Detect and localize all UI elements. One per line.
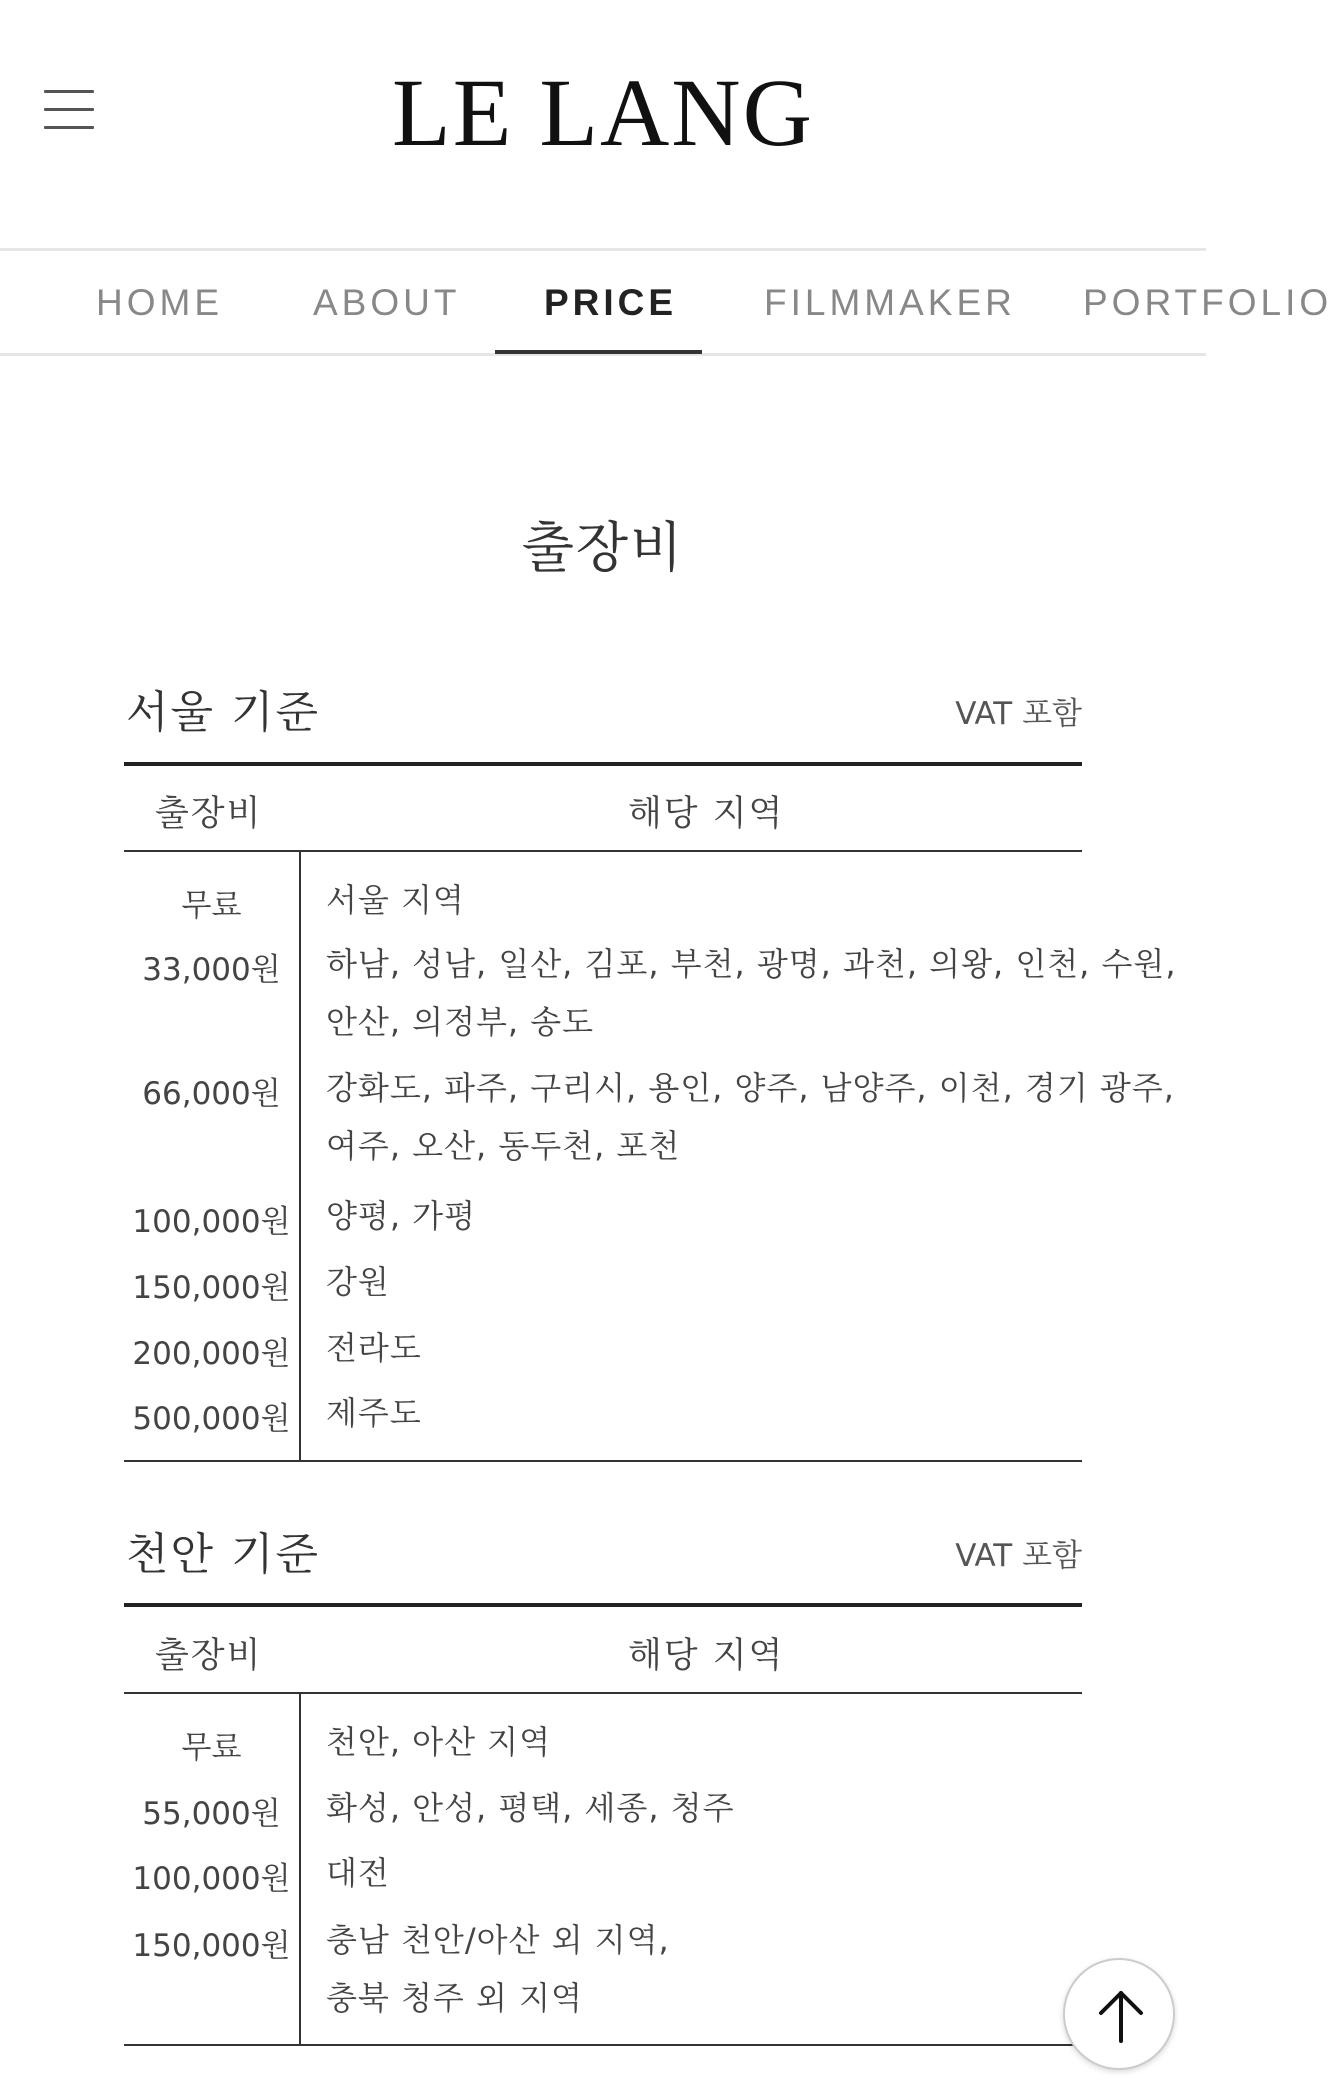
- cheonan-region-1: 화성, 안성, 평택, 세종, 청주: [326, 1789, 735, 1827]
- seoul-region-2-line-2: 여주, 오산, 동두천, 포천: [326, 1127, 681, 1165]
- scroll-to-top-button[interactable]: [1063, 1958, 1175, 2070]
- nav-item-price[interactable]: PRICE: [544, 282, 678, 323]
- seoul-region-1-line-1: 하남, 성남, 일산, 김포, 부천, 광명, 과천, 의왕, 인천, 수원,: [326, 945, 1177, 983]
- cheonan-block-title: 천안 기준: [126, 1529, 321, 1580]
- seoul-region-2-line-1: 강화도, 파주, 구리시, 용인, 양주, 남양주, 이천, 경기 광주,: [326, 1069, 1175, 1107]
- nav-item-about[interactable]: ABOUT: [313, 282, 461, 323]
- seoul-price-3: 100,000원: [132, 1204, 291, 1240]
- cheonan-table-bottom-rule: [124, 2044, 1082, 2046]
- seoul-region-6: 제주도: [326, 1394, 422, 1432]
- cheonan-vat-note: VAT 포함: [955, 1538, 1082, 1574]
- arrow-up-icon: [1096, 1989, 1146, 2043]
- seoul-region-3: 양평, 가평: [326, 1197, 476, 1235]
- site-logo[interactable]: LE LANG: [392, 59, 814, 166]
- cheonan-region-3-line-2: 충북 청주 외 지역: [326, 1979, 583, 2017]
- seoul-price-2: 66,000원: [142, 1076, 281, 1112]
- seoul-price-5: 200,000원: [132, 1336, 291, 1372]
- section-title: 출장비: [521, 516, 685, 579]
- seoul-col-region: 해당 지역: [628, 794, 785, 834]
- header: [0, 0, 1206, 248]
- seoul-region-5: 전라도: [326, 1329, 422, 1367]
- seoul-price-4: 150,000원: [132, 1270, 291, 1306]
- seoul-region-0: 서울 지역: [326, 881, 465, 919]
- seoul-column-divider: [299, 852, 301, 1460]
- seoul-region-4: 강원: [326, 1263, 390, 1301]
- cheonan-price-3: 150,000원: [132, 1928, 291, 1964]
- seoul-price-6: 500,000원: [132, 1401, 291, 1437]
- nav-item-filmmaker[interactable]: FILMMAKER: [764, 282, 1016, 323]
- seoul-block-title: 서울 기준: [126, 687, 321, 738]
- cheonan-region-3-line-1: 충남 천안/아산 외 지역,: [326, 1921, 670, 1959]
- seoul-table-top-rule: [124, 762, 1082, 766]
- cheonan-table-top-rule: [124, 1603, 1082, 1607]
- cheonan-region-2: 대전: [326, 1854, 390, 1892]
- seoul-price-0: 무료: [181, 888, 242, 924]
- cheonan-price-1: 55,000원: [142, 1796, 281, 1832]
- seoul-region-1-line-2: 안산, 의정부, 송도: [326, 1003, 595, 1041]
- cheonan-price-0: 무료: [181, 1730, 242, 1766]
- cheonan-col-price: 출장비: [155, 1636, 263, 1676]
- seoul-col-price: 출장비: [155, 794, 263, 834]
- cheonan-column-divider: [299, 1694, 301, 2044]
- cheonan-header-rule: [124, 1692, 1082, 1694]
- cheonan-col-region: 해당 지역: [628, 1636, 785, 1676]
- cheonan-region-0: 천안, 아산 지역: [326, 1723, 551, 1761]
- seoul-price-1: 33,000원: [142, 952, 281, 988]
- seoul-header-rule: [124, 850, 1082, 852]
- cheonan-price-2: 100,000원: [132, 1861, 291, 1897]
- nav-active-underline: [495, 350, 702, 354]
- nav-item-portfolio[interactable]: PORTFOLIO: [1083, 282, 1332, 323]
- nav-item-home[interactable]: HOME: [96, 282, 223, 323]
- seoul-vat-note: VAT 포함: [955, 696, 1082, 732]
- main-nav: [0, 248, 1332, 356]
- seoul-table-bottom-rule: [124, 1460, 1082, 1462]
